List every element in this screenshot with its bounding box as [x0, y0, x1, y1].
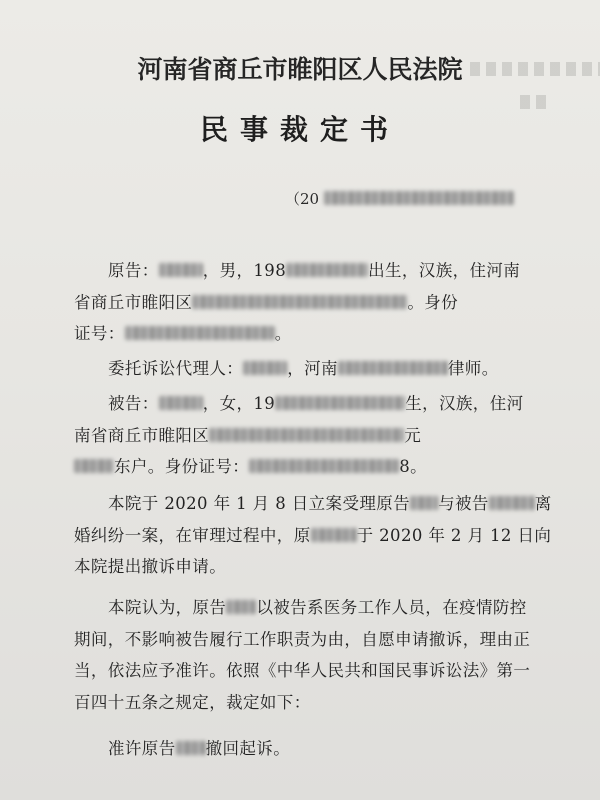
redaction-blur: [275, 396, 405, 410]
redaction-blur: [324, 191, 514, 205]
text-line: 当，依法应予准许。依照《中华人民共和国民事诉讼法》第一: [74, 661, 531, 681]
text-line: [74, 551, 554, 583]
text-line: [74, 520, 554, 552]
redaction-blur: [192, 295, 407, 309]
text-segment: 律师。: [447, 359, 499, 378]
text-segment: 证号：: [74, 324, 125, 344]
text-segment: 撤回起诉。: [205, 739, 291, 758]
redaction-blur: [249, 459, 399, 473]
text-line: [74, 255, 554, 287]
redaction-blur: [243, 361, 287, 375]
agent-paragraph: [74, 353, 554, 385]
text-segment: 离: [534, 494, 552, 513]
text-segment: 8。: [399, 457, 428, 477]
text-segment: 被告：: [108, 394, 159, 413]
case-number: [285, 188, 514, 209]
document-title: 民事裁定书: [199, 113, 400, 146]
redaction-blur: [286, 263, 368, 277]
text-segment: 与被告: [438, 494, 489, 513]
text-segment: 本院认为，原告: [108, 598, 227, 617]
defendant-paragraph: [74, 388, 554, 483]
bleed-through-text: [520, 95, 550, 109]
text-segment: 准许原告: [108, 739, 176, 758]
text-segment: 本院提出撤诉申请。: [74, 557, 227, 577]
text-segment: 省商丘市睢阳区: [74, 292, 193, 312]
redaction-blur: [125, 326, 275, 340]
ruling-paragraph: [74, 733, 554, 765]
text-line: 期间，不影响被告履行工作职责为由，自愿申请撤诉，理由正: [74, 629, 531, 649]
filing-paragraph: [74, 488, 554, 583]
redaction-blur: [159, 396, 203, 410]
text-line: [74, 733, 554, 765]
redaction-blur: [159, 263, 203, 277]
text-segment: 出生，汉族，住河南: [368, 261, 521, 280]
text-segment: 以被告系医务工作人员，在疫情防控: [256, 598, 527, 617]
text-segment: 原告：: [108, 261, 159, 280]
text-segment: 委托诉讼代理人：: [108, 359, 244, 378]
text-segment: ，河南: [287, 359, 338, 378]
reasoning-paragraph: [74, 592, 554, 718]
redaction-blur: [74, 459, 114, 473]
text-segment: 于 2020 年 2 月 12 日向: [356, 525, 552, 545]
text-segment: 。身份: [407, 292, 459, 312]
text-line: 百四十五条之规定，裁定如下：: [74, 692, 311, 712]
text-line: [74, 287, 554, 319]
text-line: [74, 388, 554, 420]
text-line: [74, 592, 554, 624]
text-segment: 。: [274, 324, 292, 344]
text-segment: 生，汉族，住河: [405, 394, 524, 413]
text-segment: ，男，198: [202, 261, 287, 280]
text-segment: 南省商丘市睢阳区: [74, 425, 210, 445]
redaction-blur: [176, 741, 206, 755]
redaction-blur: [410, 496, 438, 510]
plaintiff-paragraph: [74, 255, 554, 350]
case-number-prefix: （20: [285, 190, 320, 208]
court-name: 河南省商丘市睢阳区人民法院: [137, 55, 463, 84]
redaction-blur: [311, 528, 357, 542]
text-segment: 元: [404, 425, 422, 445]
text-segment: 东户。身份证号：: [114, 457, 250, 477]
redaction-blur: [209, 428, 404, 442]
text-line: [74, 488, 554, 520]
text-segment: 本院于 2020 年 1 月 8 日立案受理原告: [108, 494, 411, 513]
redaction-blur: [226, 600, 256, 614]
text-segment: 婚纠纷一案，在审理过程中，原: [74, 525, 311, 545]
text-line: [74, 318, 554, 350]
text-line: [74, 451, 554, 483]
text-segment: ，女，19: [202, 394, 276, 413]
redaction-blur: [489, 496, 535, 510]
redaction-blur: [338, 361, 448, 375]
text-line: [74, 420, 554, 452]
text-line: [74, 353, 554, 385]
